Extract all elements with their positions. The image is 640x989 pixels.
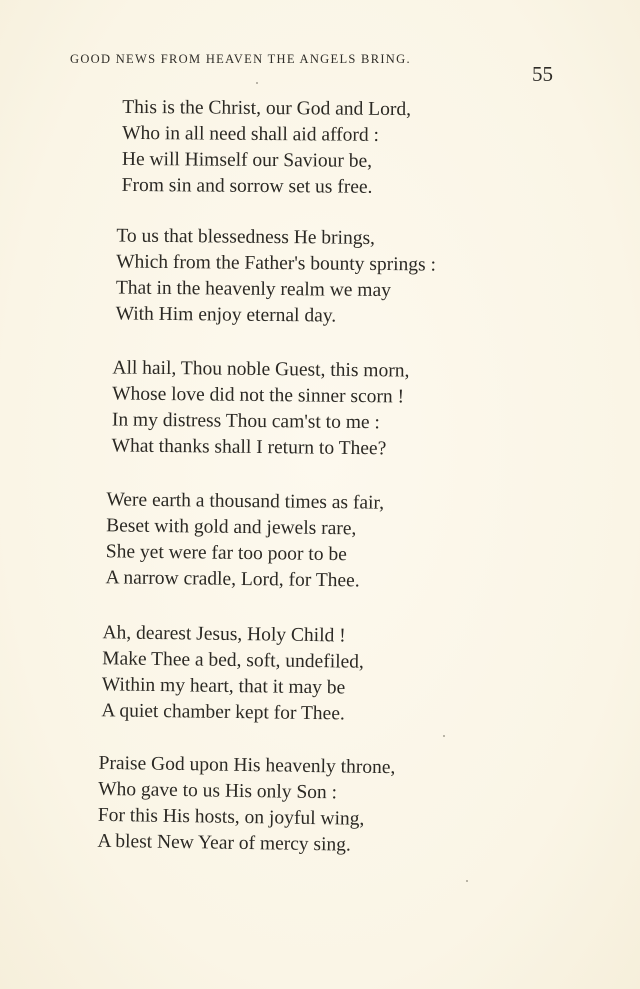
- verse-line: She yet were far too poor to be: [105, 541, 347, 566]
- verse-line: A narrow cradle, Lord, for Thee.: [105, 567, 360, 592]
- verse-line: Whose love did not the sinner scorn !: [112, 383, 405, 408]
- verse-line: Praise God upon His heavenly throne,: [98, 752, 396, 779]
- verse-line: This is the Christ, our God and Lord,: [122, 96, 412, 121]
- ink-speck: [443, 735, 445, 737]
- stanza-2: [116, 223, 437, 330]
- verse-line: To us that blessedness He brings,: [116, 225, 376, 249]
- verse-line: Make Thee a bed, soft, undefiled,: [102, 648, 365, 673]
- stanza-3: [111, 355, 409, 462]
- verse-line: Ah, dearest Jesus, Holy Child !: [102, 622, 346, 647]
- verse-line: What thanks shall I return to Thee?: [111, 435, 387, 460]
- verse-line: A blest New Year of mercy sing.: [97, 830, 352, 856]
- verse-line: With Him enjoy eternal day.: [115, 303, 337, 327]
- verse-line: All hail, Thou noble Guest, this morn,: [112, 357, 410, 382]
- stanza-5: [101, 620, 364, 727]
- verse-line: In my distress Thou cam'st to me :: [111, 409, 380, 434]
- verse-line: That in the heavenly realm we may: [115, 277, 392, 302]
- verse-line: For this His hosts, on joyful wing,: [97, 804, 365, 830]
- stanza-6: [97, 751, 395, 859]
- stanza-4: [105, 487, 384, 594]
- page-number: 55: [532, 62, 553, 86]
- verse-line: Who in all need shall aid afford :: [122, 122, 380, 146]
- stanza-1: [122, 95, 411, 201]
- verse-line: From sin and sorrow set us free.: [121, 174, 373, 198]
- ink-speck: [466, 880, 468, 882]
- verse-line: Within my heart, that it may be: [101, 674, 346, 699]
- ink-speck: [256, 82, 258, 84]
- verse-line: He will Himself our Saviour be,: [121, 148, 373, 172]
- verse-line: Who gave to us His only Son :: [98, 778, 338, 804]
- verse-line: Which from the Father's bounty springs :: [116, 251, 437, 276]
- verse-line: A quiet chamber kept for Thee.: [101, 700, 345, 725]
- verse-line: Beset with gold and jewels rare,: [106, 515, 357, 540]
- verse-line: Were earth a thousand times as fair,: [106, 489, 385, 514]
- running-header-title: GOOD NEWS FROM HEAVEN THE ANGELS BRING.: [70, 52, 411, 66]
